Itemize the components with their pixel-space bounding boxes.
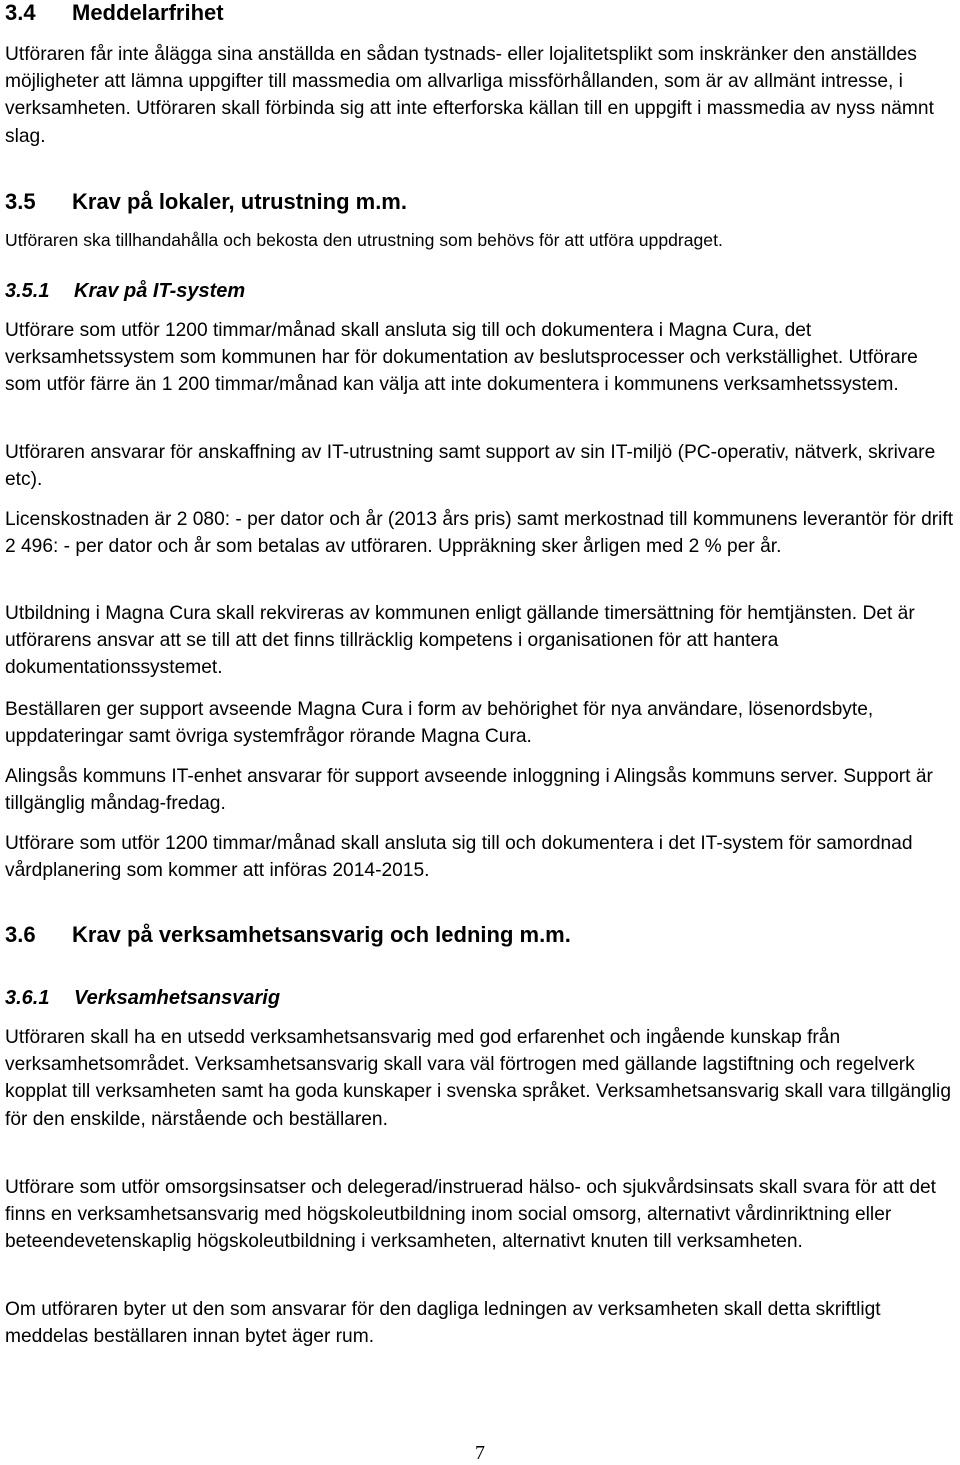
heading-3-4 bbox=[5, 0, 956, 26]
heading-3-6-1 bbox=[5, 985, 956, 1011]
heading-number: 3.5.1 bbox=[5, 280, 50, 302]
heading-title: Krav på verksamhetsansvarig och ledning m.m. bbox=[72, 922, 571, 947]
paragraph-verksamhetsansvarig-2: Utförare som utför omsorgsinsatser och delegerad/instruerad hälso- och sjukvårdsinsats skall svara för att det finns en verksamhetsansvarig med högskoleutbildning inom social omsorg, alternativt vårdinriktning eller beteendevetenskaplig högskoleutbildning i verksamheten, alternativt knuten till verksamheten. bbox=[5, 1177, 937, 1253]
heading-number: 3.5 bbox=[5, 189, 36, 214]
paragraph-it-system-4: Utbildning i Magna Cura skall rekvireras av kommunen enligt gällande timersättning för hemtjänsten. Det är utförarens ansvar att se till att det finns tillräcklig kompetens i organisationen för att hantera dokumentationssystemet. bbox=[5, 603, 915, 679]
paragraph-it-system-6: Alingsås kommuns IT-enhet ansvarar för support avseende inloggning i Alingsås kommuns server. Support är tillgänglig måndag-fredag. bbox=[5, 766, 933, 815]
paragraph-utrustning: Utföraren ska tillhandahålla och bekosta den utrustning som behövs för att utföra uppdraget. bbox=[5, 230, 723, 250]
heading-3-5-1 bbox=[5, 278, 956, 304]
heading-title: Meddelarfrihet bbox=[72, 0, 224, 25]
paragraph-it-system-5: Beställaren ger support avseende Magna Cura i form av behörighet för nya användare, lösenordsbyte, uppdateringar samt övriga systemfrågor rörande Magna Cura. bbox=[5, 699, 874, 748]
heading-3-6 bbox=[5, 922, 956, 948]
page-number: 7 bbox=[475, 1442, 485, 1464]
heading-3-5 bbox=[5, 189, 956, 215]
paragraph-it-system-2: Utföraren ansvarar för anskaffning av IT-utrustning samt support av sin IT-miljö (PC-operativ, nätverk, skrivare etc). bbox=[5, 442, 936, 491]
heading-number: 3.4 bbox=[5, 0, 36, 25]
heading-title: Verksamhetsansvarig bbox=[74, 987, 281, 1009]
heading-number: 3.6.1 bbox=[5, 987, 50, 1009]
paragraph-verksamhetsansvarig-1: Utföraren skall ha en utsedd verksamhetsansvarig med god erfarenhet och ingående kunskap från verksamhetsområdet. Verksamhetsansvarig skall vara väl förtrogen med gällande lagstiftning och regelverk kopplat till verksamheten samt ha goda kunskaper i svenska språket. Verksamhetsansvarig skall vara tillgänglig för den enskilde, närstående och beställaren. bbox=[5, 1027, 951, 1130]
paragraph-it-system-1: Utförare som utför 1200 timmar/månad skall ansluta sig till och dokumentera i Magna Cura, det verksamhetssystem som kommunen har för dokumentation av beslutsprocesser och verkställighet. Utförare som utför färre än 1 200 timmar/månad kan välja att inte dokumentera i kommunens verksamhetssystem. bbox=[5, 320, 918, 396]
paragraph-meddelarfrihet: Utföraren får inte ålägga sina anställda en sådan tystnads- eller lojalitetsplikt som inskränker den anställdes möjligheter att lämna uppgifter till massmedia om allvarliga missförhållanden, som är av allmänt intresse, i verksamheten. Utföraren skall förbinda sig att inte efterforska källan till en uppgift i massmedia av nyss nämnt slag. bbox=[5, 44, 934, 147]
heading-title: Krav på IT-system bbox=[74, 280, 246, 302]
heading-title: Krav på lokaler, utrustning m.m. bbox=[72, 189, 407, 214]
heading-number: 3.6 bbox=[5, 922, 36, 947]
paragraph-verksamhetsansvarig-3: Om utföraren byter ut den som ansvarar för den dagliga ledningen av verksamheten skall detta skriftligt meddelas beställaren innan bytet äger rum. bbox=[5, 1299, 881, 1348]
paragraph-it-system-3: Licenskostnaden är 2 080: - per dator och år (2013 års pris) samt merkostnad till kommunens leverantör för drift 2 496: - per dator och år som betalas av utföraren. Uppräkning sker årligen med 2 % per år. bbox=[5, 509, 954, 558]
paragraph-it-system-7: Utförare som utför 1200 timmar/månad skall ansluta sig till och dokumentera i det IT-system för samordnad vårdplanering som kommer att införas 2014-2015. bbox=[5, 833, 913, 882]
